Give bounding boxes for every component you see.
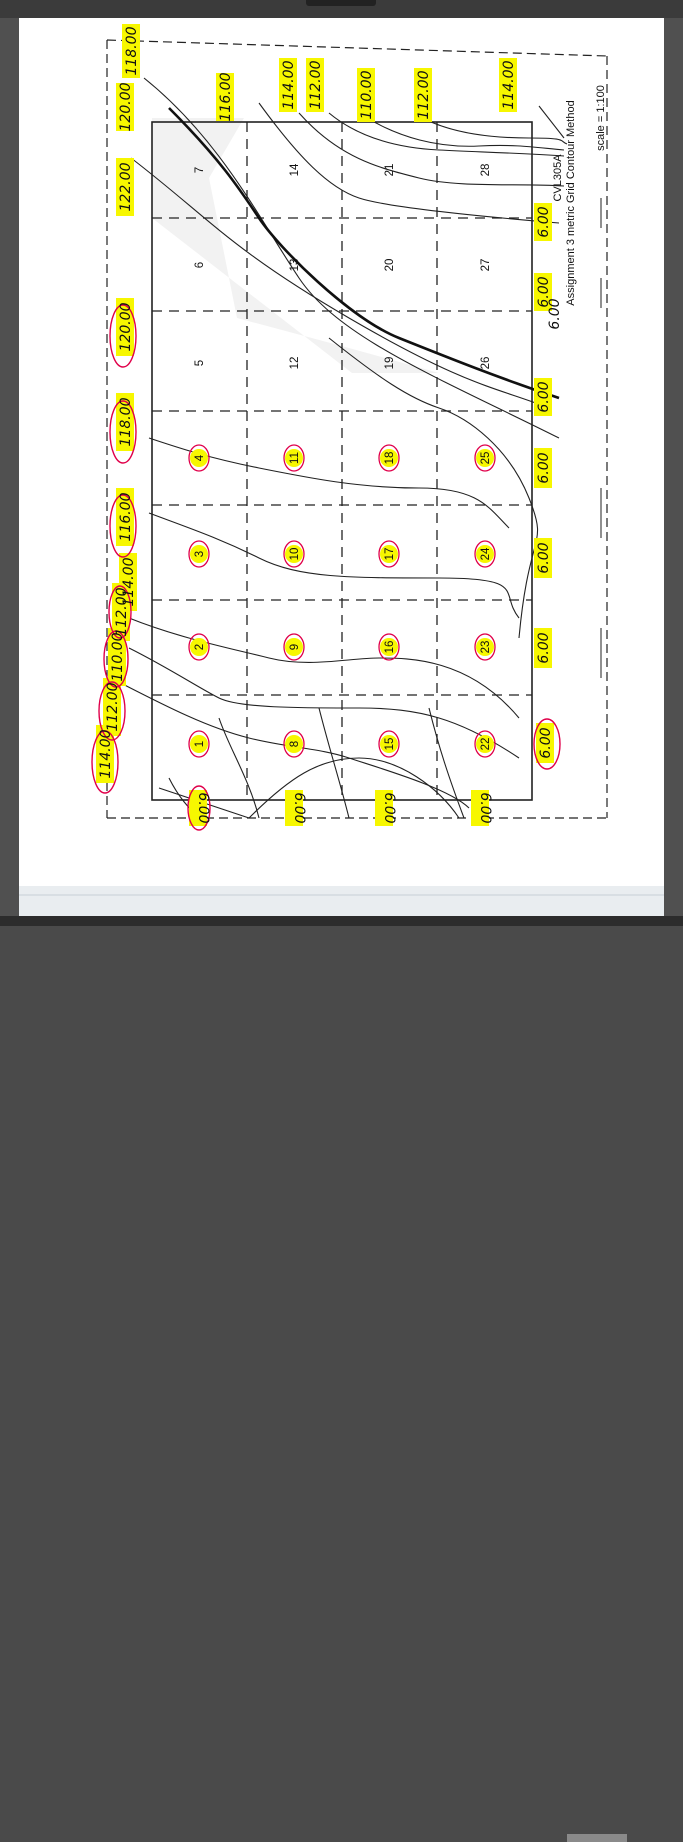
left-label-4: 6.00 <box>477 792 493 824</box>
bottom-label-2: 6.00 <box>536 632 552 664</box>
cell-17: 17 <box>384 547 396 561</box>
cell-14: 14 <box>289 163 301 177</box>
cell-7: 7 <box>194 166 206 174</box>
top-label-4: 112.00 <box>114 587 130 637</box>
assignment-title: Assignment 3 metric Grid Contour Method <box>565 100 577 306</box>
top-label-3: 110.00 <box>110 632 126 682</box>
cell-27: 27 <box>480 258 492 272</box>
shaded-region <box>152 118 439 373</box>
bottom-label-1: 6.00 <box>538 727 554 759</box>
cell-10: 10 <box>289 547 301 561</box>
bottom-label-6: 6.00 <box>536 276 552 308</box>
right-label-6: 114.00 <box>501 60 517 110</box>
cell-2: 2 <box>194 643 206 651</box>
bottom-label-3: 6.00 <box>536 542 552 574</box>
cell-6: 6 <box>194 261 206 269</box>
bottom-label-8: 6.00 <box>547 298 563 330</box>
top-label-8: 120.00 <box>118 302 134 352</box>
right-label-3: 112.00 <box>308 60 324 110</box>
cell-23: 23 <box>480 640 492 654</box>
cell-18: 18 <box>384 451 396 465</box>
cell-28: 28 <box>480 163 492 177</box>
top-label-11: 118.00 <box>124 26 140 76</box>
left-label-3: 6.00 <box>381 792 397 824</box>
cell-21: 21 <box>384 163 396 177</box>
cell-11: 11 <box>289 452 301 464</box>
cell-9: 9 <box>289 643 301 651</box>
cell-15: 15 <box>384 737 396 751</box>
cell-1: 1 <box>194 740 206 748</box>
right-label-1: 116.00 <box>218 72 234 122</box>
page-footer-bar <box>19 886 664 916</box>
cell-4: 4 <box>194 454 206 462</box>
cell-19: 19 <box>384 356 396 370</box>
cell-24: 24 <box>480 547 492 561</box>
cell-12: 12 <box>289 356 301 370</box>
left-label-2: 6.00 <box>291 792 307 824</box>
viewer-toolbar <box>0 0 683 18</box>
document-page <box>19 18 664 886</box>
cell-22: 22 <box>480 737 492 751</box>
cell-3: 3 <box>194 550 206 558</box>
top-label-2: 112.00 <box>105 682 121 732</box>
horizontal-scrollbar-thumb[interactable] <box>567 1834 627 1842</box>
cell-20: 20 <box>384 258 396 272</box>
right-label-2: 114.00 <box>281 60 297 110</box>
page-footer-line <box>19 894 664 896</box>
viewer-bottom-bar <box>0 916 683 926</box>
right-label-5: 112.00 <box>416 70 432 120</box>
cell-26: 26 <box>480 356 492 370</box>
top-label-1: 114.00 <box>98 729 114 779</box>
top-label-7: 118.00 <box>118 397 134 447</box>
bottom-label-4: 6.00 <box>536 452 552 484</box>
contour-drawing <box>19 18 664 886</box>
top-label-10: 120.00 <box>118 82 134 132</box>
cell-8: 8 <box>289 740 301 748</box>
top-label-9: 122.00 <box>118 162 134 212</box>
scale-label: scale = 1:100 <box>595 85 607 151</box>
bottom-label-7: 6.00 <box>536 206 552 238</box>
cell-16: 16 <box>384 640 396 654</box>
right-label-4: 110.00 <box>359 70 375 120</box>
bottom-label-5: 6.00 <box>536 381 552 413</box>
left-label-1: 6.00 <box>195 792 211 824</box>
toolbar-tab[interactable] <box>306 0 376 6</box>
cell-5: 5 <box>194 359 206 367</box>
border-top <box>107 40 607 56</box>
grid-rows <box>247 122 437 800</box>
top-label-5: 114.00 <box>121 557 137 607</box>
cell-13: 13 <box>289 258 301 272</box>
course-code: CVL305A <box>552 154 564 202</box>
top-label-6: 116.00 <box>118 492 134 542</box>
cell-25: 25 <box>480 451 492 465</box>
